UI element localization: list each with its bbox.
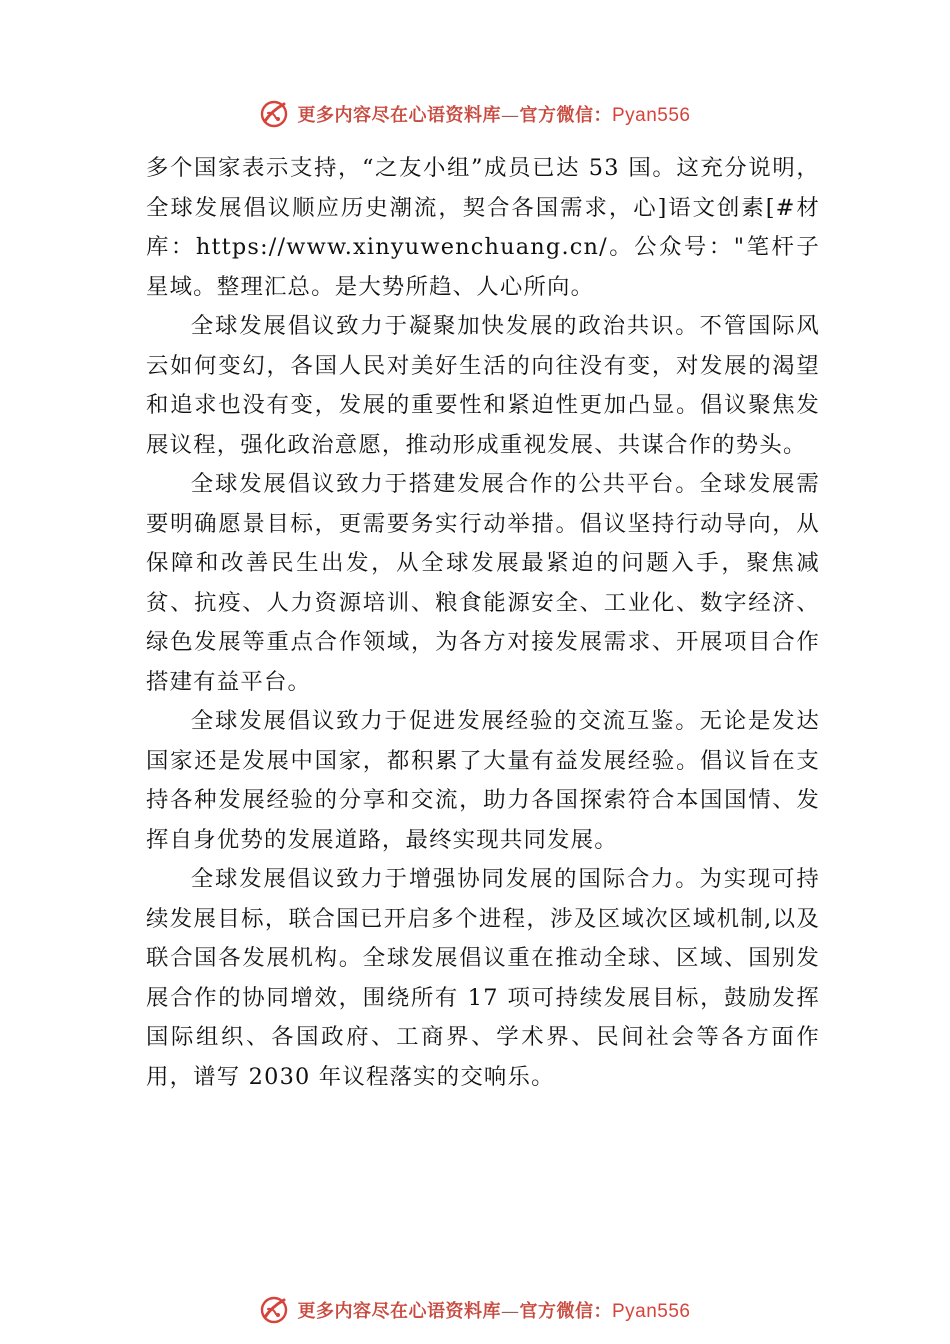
footer-brand-text: 更多内容尽在心语资料库 (297, 1301, 501, 1322)
footer-separator: — (500, 1301, 520, 1322)
footer-watermark-text (297, 1297, 690, 1323)
paragraph-2: 全球发展倡议致力于凝聚加快发展的政治共识。不管国际风云如何变幻，各国人民对美好生活的向往没有变，对发展的渴望和追求也没有变，发展的重要性和紧迫性更加凸显。倡议聚焦发展议程，强化政治意愿，推动形成重视发展、共谋合作的势头。 (146, 313, 820, 458)
paragraph-3: 全球发展倡议致力于搭建发展合作的公共平台。全球发展需要明确愿景目标，更需要务实行动举措。倡议坚持行动导向，从保障和改善民生出发，从全球发展最紧迫的问题入手，聚焦减贫、抗疫、人力资源培训、粮食能源安全、工业化、数字经济、绿色发展等重点合作领域，为各方对接发展需求、开展项目合作搭建有益平台。 (146, 471, 820, 695)
paragraph-4: 全球发展倡议致力于促进发展经验的交流互鉴。无论是发达国家还是发展中国家，都积累了大量有益发展经验。倡议旨在支持各种发展经验的分享和交流，助力各国探索符合本国国情、发挥自身优势的发展道路，最终实现共同发展。 (146, 708, 820, 853)
brush-logo-icon (259, 1295, 289, 1325)
paragraph-1: 多个国家表示支持，“之友小组”成员已达 53 国。这充分说明，全球发展倡议顺应历史潮流，契合各国需求，心]语文创素[#材库：https://www.xinyuwenchuang.cn/。公众号："笔杆子星域。整理汇总。是大势所趋、人心所向。 (146, 155, 820, 300)
footer-wechat-label: 官方微信： (519, 1301, 612, 1322)
header-wechat-account: Pyan556 (611, 105, 691, 126)
header-wechat-label: 官方微信： (519, 105, 612, 126)
header-separator: — (500, 105, 520, 126)
footer-wechat-account: Pyan556 (611, 1301, 691, 1322)
paragraph-5: 全球发展倡议致力于增强协同发展的国际合力。为实现可持续发展目标，联合国已开启多个进程，涉及区域次区域机制,以及联合国各发展机构。全球发展倡议重在推动全球、区域、国别发展合作的协同增效，围绕所有 17 项可持续发展目标，鼓励发挥国际组织、各国政府、工商界、学术界、民间社会等各方面作用，谱写 2030 年议程落实的交响乐。 (146, 866, 820, 1090)
footer-watermark-banner (0, 1290, 950, 1330)
header-watermark-text (297, 101, 690, 127)
header-brand-text: 更多内容尽在心语资料库 (297, 105, 501, 126)
document-body (146, 149, 820, 1097)
brush-logo-icon (259, 99, 289, 129)
header-watermark-banner (0, 94, 950, 134)
